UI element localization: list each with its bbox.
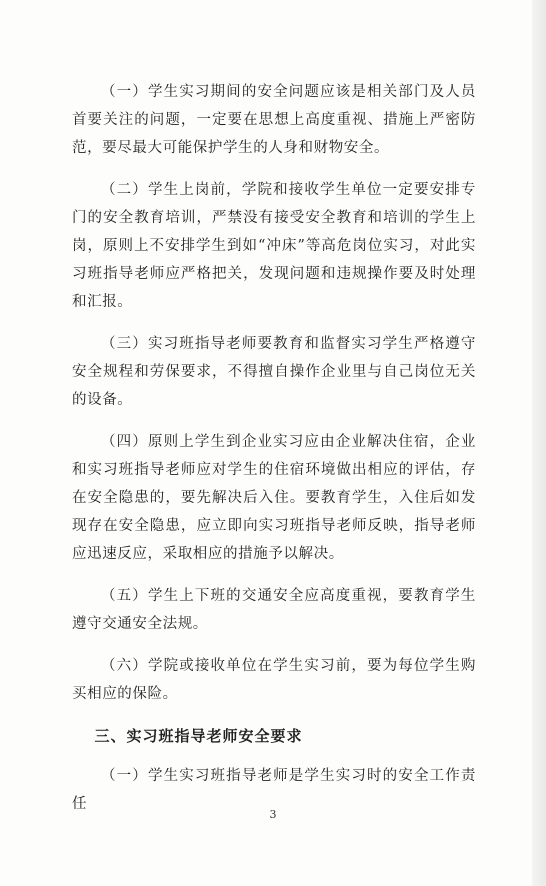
paragraph-6: （六）学院或接收单位在学生实习前，要为每位学生购买相应的保险。 [72, 658, 476, 702]
document-body [72, 78, 476, 832]
paragraph-3: （三）实习班指导老师要教育和监督实习学生严格遵守安全规程和劳保要求，不得擅自操作企业里与自己岗位无关的设备。 [72, 336, 476, 408]
section-heading: 三、实习班指导老师安全要求 [94, 727, 303, 745]
paragraph-4: （四）原则上学生到企业实习应由企业解决住宿，企业和实习班指导老师应对学生的住宿环境做出相应的评估，存在安全隐患的，要先解决后入住。要教育学生，入住后如发现存在安全隐患，应立即向实习班指导老师反映，指导老师应迅速反应，采取相应的措施予以解决。 [72, 434, 476, 562]
paragraph-1: （一）学生实习期间的安全问题应该是相关部门及人员首要关注的问题，一定要在思想上高度重视、措施上严密防范，要尽最大可能保护学生的人身和财物安全。 [72, 84, 476, 156]
paragraph-2: （二）学生上岗前，学院和接收学生单位一定要安排专门的安全教育培训，严禁没有接受安全教育和培训的学生上岗，原则上不安排学生到如“冲床”等高危岗位实习，对此实习班指导老师应严格把关，发现问题和违规操作要及时处理和汇报。 [72, 182, 476, 310]
paragraph-5: （五）学生上下班的交通安全应高度重视，要教育学生遵守交通安全法规。 [72, 588, 476, 632]
page-number: 3 [269, 808, 277, 821]
page-edge-shadow [532, 0, 546, 886]
paragraph-7: （一）学生实习班指导老师是学生实习时的安全工作责任 [72, 768, 476, 812]
